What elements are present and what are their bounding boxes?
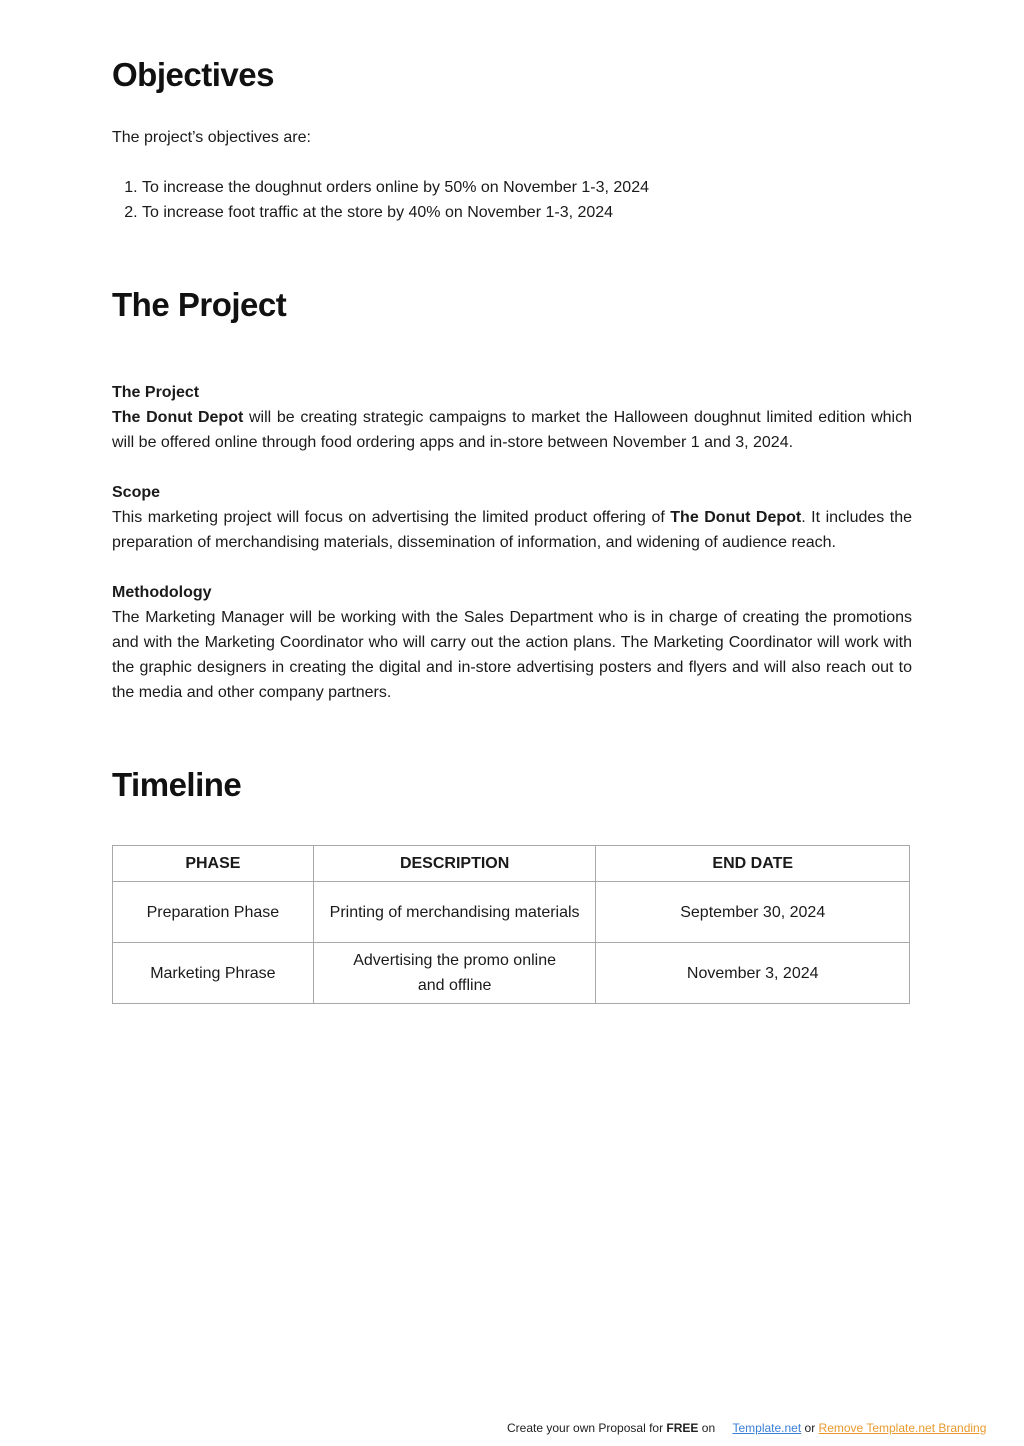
- table-row: [113, 882, 910, 943]
- table-cell: Preparation Phase: [113, 882, 314, 943]
- project-heading: The Project: [112, 286, 287, 323]
- template-net-link[interactable]: Template.net: [732, 1421, 802, 1435]
- list-item: 1. To increase the doughnut orders online by 50% on November 1-3, 2024: [142, 175, 942, 200]
- footer-text: Create your own Proposal for: [507, 1421, 667, 1435]
- project-subtitle: [112, 380, 912, 405]
- column-header: PHASE: [113, 846, 314, 882]
- company-name: The Donut Depot: [670, 509, 802, 526]
- table-cell: Printing of merchandising materials: [313, 882, 596, 943]
- list-item: 2. To increase foot traffic at the store by 40% on November 1-3, 2024: [142, 200, 942, 225]
- table-row: [113, 943, 910, 1004]
- table-header-row: [113, 846, 910, 882]
- column-header: END DATE: [596, 846, 910, 882]
- timeline-heading: Timeline: [112, 766, 242, 803]
- subsection-title: The Project: [112, 384, 200, 401]
- footer-text: or: [801, 1421, 819, 1435]
- methodology-description: The Marketing Manager will be working with the Sales Department who is in charge of creating the promotions and with the Marketing Coordinator who will carry out the action plans. The Marketing Coordinator will work with the graphic designers in creating the digital and in-store advertising posters and flyers and will also reach out to the media and other company partners.: [112, 609, 912, 701]
- objectives-intro: The project’s objectives are:: [112, 129, 311, 146]
- column-header: DESCRIPTION: [313, 846, 596, 882]
- objectives-list: [112, 175, 942, 225]
- scope-text: . It includes the preparation of merchandising materials, dissemination of information, and widening of audience reach.: [112, 509, 912, 551]
- table-cell: Marketing Phrase: [113, 943, 314, 1004]
- footer-branding: [507, 1419, 986, 1437]
- scope-text: This marketing project will focus on advertising the limited product offering of: [112, 509, 671, 526]
- table-cell: September 30, 2024: [596, 882, 910, 943]
- table-cell: November 3, 2024: [596, 943, 910, 1004]
- footer-text: on: [698, 1421, 716, 1435]
- timeline-table: [112, 845, 910, 1004]
- subsection-title: Methodology: [112, 584, 212, 601]
- project-text: will be creating strategic campaigns to market the Halloween doughnut limited edition which will be offered online through food ordering apps and in-store between November 1 and 3, 2024.: [112, 409, 912, 451]
- company-name: The Donut Depot: [112, 409, 244, 426]
- project-description: [112, 405, 912, 455]
- table-cell: Advertising the promo online and offline: [313, 943, 596, 1004]
- footer-free: FREE: [666, 1421, 699, 1435]
- methodology-title: [112, 580, 912, 605]
- scope-description: [112, 505, 912, 555]
- subsection-title: Scope: [112, 484, 161, 501]
- scope-title: [112, 480, 912, 505]
- remove-branding-link[interactable]: Remove Template.net Branding: [818, 1421, 987, 1435]
- objectives-heading: Objectives: [112, 56, 274, 93]
